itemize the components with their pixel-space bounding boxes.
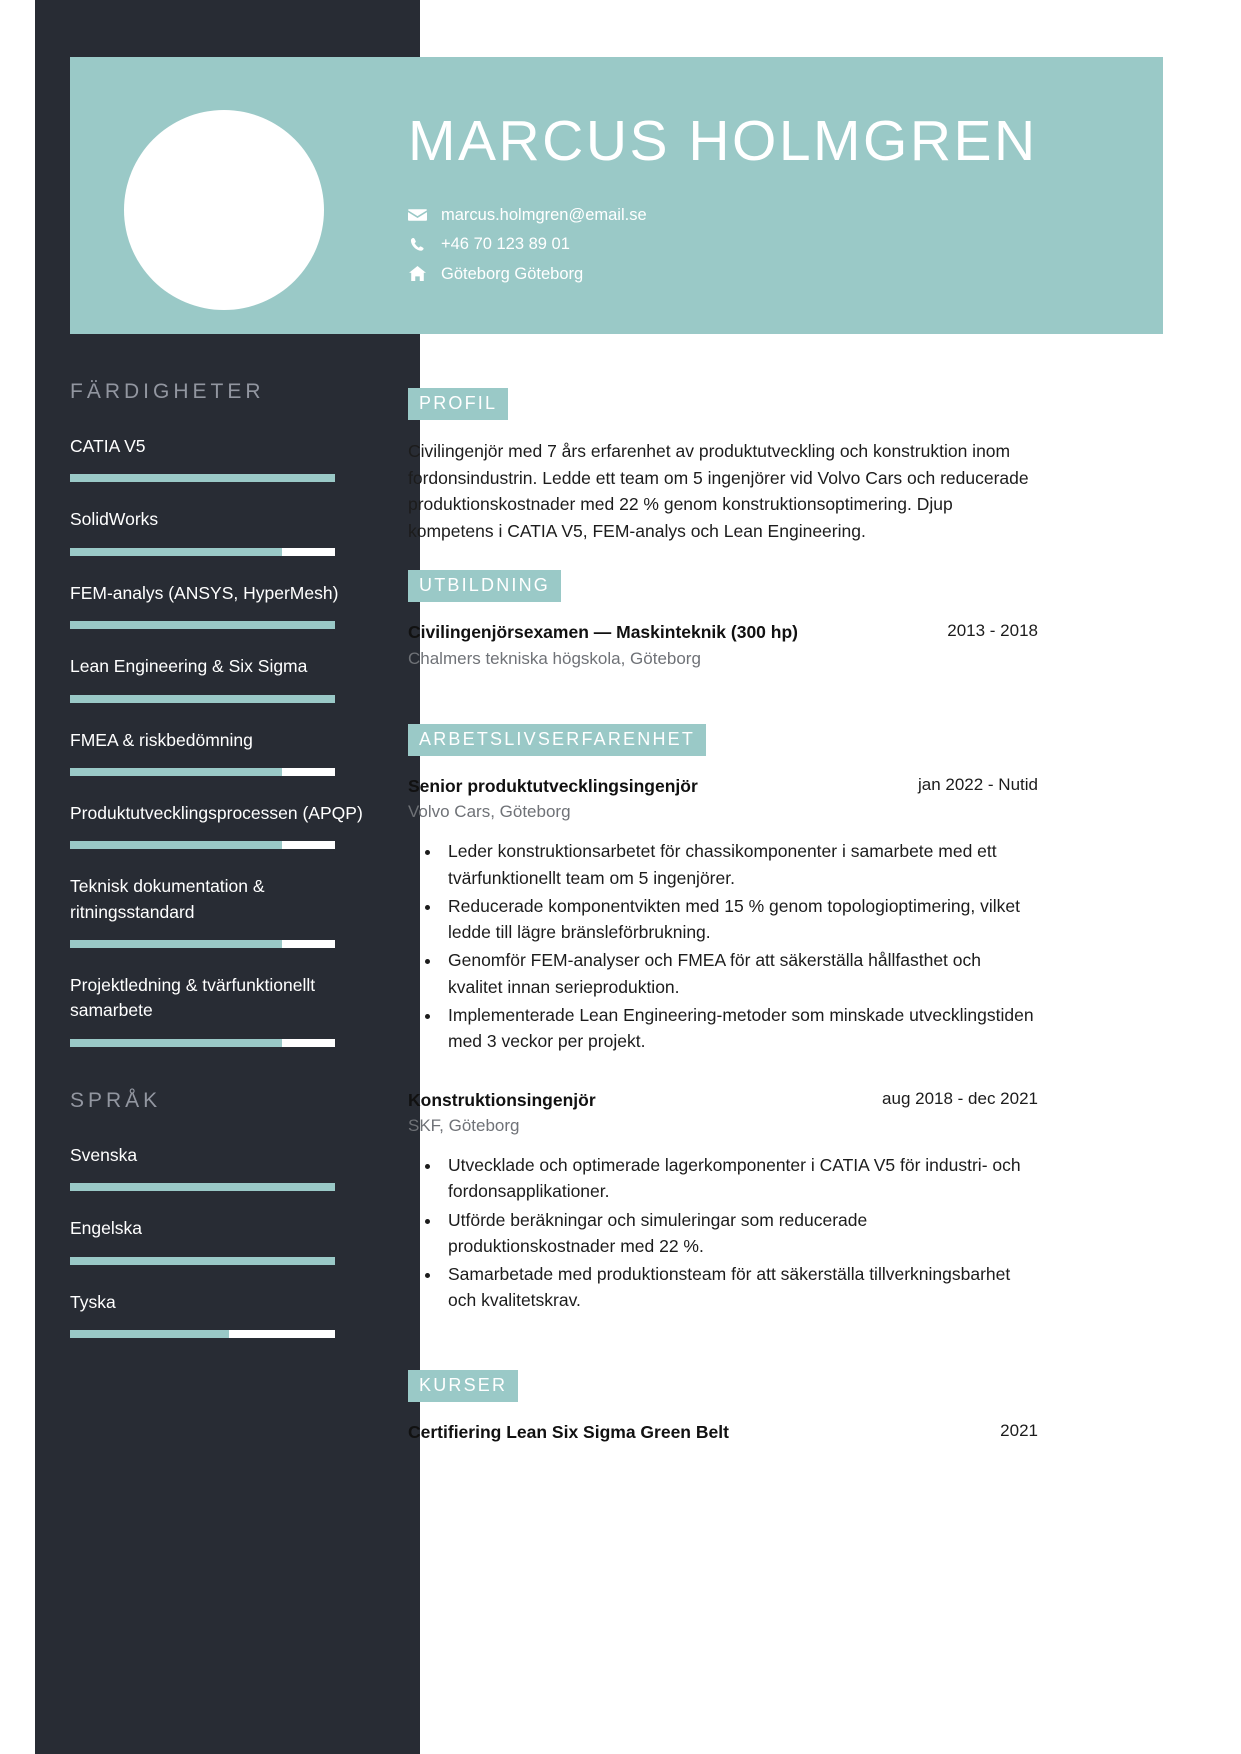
language-item	[70, 1143, 370, 1191]
skill-bar-fill	[70, 695, 335, 703]
skill-label: FEM-analys (ANSYS, HyperMesh)	[70, 582, 339, 603]
entry	[408, 1420, 1038, 1472]
language-bar-fill	[70, 1330, 229, 1338]
skill-item	[70, 434, 370, 482]
skill-bar-fill	[70, 768, 282, 776]
skill-item	[70, 581, 370, 629]
home-icon	[408, 265, 427, 282]
skill-bar-track	[70, 1039, 335, 1047]
contact-email-value: marcus.holmgren@email.se	[441, 205, 647, 224]
skill-bar-fill	[70, 474, 335, 482]
skill-item	[70, 801, 370, 849]
skill-bar-fill	[70, 841, 282, 849]
language-item	[70, 1216, 370, 1264]
entry-date: 2013 - 2018	[947, 621, 1038, 641]
skill-label: Lean Engineering & Six Sigma	[70, 656, 308, 677]
skill-item	[70, 654, 370, 702]
entry-spacer	[408, 670, 1038, 698]
entry-bullet-list	[442, 838, 1038, 1054]
entry-bullet: • Utförde beräkningar och simuleringar som reducerade produktionskostnader med 22 %.	[442, 1207, 1038, 1260]
entry-date: jan 2022 - Nutid	[917, 775, 1038, 795]
language-bar-track	[70, 1183, 335, 1191]
entry	[408, 774, 1038, 1084]
avatar	[124, 110, 324, 310]
entry-subtitle: Chalmers tekniska högskola, Göteborg	[408, 648, 701, 668]
section-title-courses: KURSER	[408, 1370, 518, 1402]
language-label: Tyska	[70, 1291, 116, 1312]
contact-location-value: Göteborg Göteborg	[441, 264, 584, 283]
entry-header	[408, 774, 1038, 798]
education-entries	[408, 620, 1038, 698]
entry-bullet: • Reducerade komponentvikten med 15 % genom topologioptimering, vilket ledde till lägre bränsleförbrukning.	[442, 893, 1038, 946]
experience-entries	[408, 774, 1038, 1343]
skill-bar-track	[70, 695, 335, 703]
skill-bar-fill	[70, 621, 335, 629]
skill-bar-track	[70, 768, 335, 776]
section-courses	[408, 1370, 1038, 1472]
entry	[408, 1088, 1038, 1343]
skills-list	[70, 434, 370, 1047]
entry-title: Certifiering Lean Six Sigma Green Belt	[408, 1421, 729, 1442]
skill-bar-track	[70, 548, 335, 556]
language-item	[70, 1290, 370, 1338]
sidebar	[70, 380, 370, 1363]
header-text-block	[408, 109, 1038, 290]
skill-bar-fill	[70, 1039, 282, 1047]
skill-label: Produktutvecklingsprocessen (APQP)	[70, 802, 363, 823]
entry-bullet: • Implementerade Lean Engineering-metoder som minskade utvecklingstiden med 3 veckor per projekt.	[442, 1002, 1038, 1055]
entry-header	[408, 1420, 1038, 1444]
language-label: Engelska	[70, 1218, 142, 1239]
entry-title: Konstruktionsingenjör	[408, 1090, 596, 1111]
skill-bar-fill	[70, 940, 282, 948]
main-content	[408, 388, 1038, 1498]
language-bar-fill	[70, 1183, 335, 1191]
skill-item	[70, 728, 370, 776]
contact-list	[408, 202, 1028, 287]
skill-label: FMEA & riskbedömning	[70, 729, 253, 750]
skill-bar-track	[70, 841, 335, 849]
entry-date: aug 2018 - dec 2021	[882, 1089, 1038, 1109]
entry-spacer	[408, 1316, 1038, 1344]
envelope-icon	[408, 207, 427, 224]
skill-bar-track	[70, 621, 335, 629]
skill-item	[70, 874, 370, 948]
phone-icon	[408, 236, 427, 253]
language-bar-track	[70, 1257, 335, 1265]
skill-label: CATIA V5	[70, 436, 146, 456]
skill-bar-track	[70, 474, 335, 482]
contact-phone[interactable]	[408, 231, 1028, 257]
profile-summary: Civilingenjör med 7 års erfarenhet av produktutveckling och konstruktion inom fordonsindustrin. Ledde ett team om 5 ingenjörer vid Volvo Cars och reducerade produktionskostnader med 22 % genom konstruktionsoptimering. Djup kompetens i CATIA V5, FEM-analys och Lean Engineering.	[408, 441, 1029, 541]
entry-spacer	[408, 1444, 1038, 1472]
language-bar-track	[70, 1330, 335, 1338]
language-label: Svenska	[70, 1144, 138, 1165]
skill-label: Projektledning & tvärfunktionellt samarbete	[70, 975, 316, 1021]
section-education	[408, 570, 1038, 698]
contact-email[interactable]	[408, 202, 1028, 228]
entry	[408, 620, 1038, 698]
section-experience	[408, 724, 1038, 1343]
skill-bar-fill	[70, 548, 282, 556]
skill-label: Teknisk dokumentation & ritningsstandard	[70, 876, 265, 922]
entry-header	[408, 620, 1038, 644]
entry-bullet: • Samarbetade med produktionsteam för att säkerställa tillverkningsbarhet och kvalitetskrav.	[442, 1261, 1038, 1314]
entry-title: Civilingenjörsexamen — Maskinteknik (300 hp)	[408, 622, 798, 643]
section-title-education: UTBILDNING	[408, 570, 561, 602]
skill-label: SolidWorks	[70, 509, 159, 530]
section-profile	[408, 388, 1038, 544]
entry-spacer	[408, 1056, 1038, 1084]
section-title-experience: ARBETSLIVSERFARENHET	[408, 724, 706, 756]
entry-bullet: • Leder konstruktionsarbetet för chassikomponenter i samarbete med ett tvärfunktionellt team om 5 ingenjörer.	[442, 838, 1038, 891]
entry-subtitle: Volvo Cars, Göteborg	[408, 802, 571, 822]
courses-entries	[408, 1420, 1038, 1472]
languages-heading: SPRÅK	[70, 1088, 162, 1112]
entry-title: Senior produktutvecklingsingenjör	[408, 776, 698, 797]
entry-bullet: • Genomför FEM-analyser och FMEA för att säkerställa hållfasthet och kvalitet innan serieproduktion.	[442, 947, 1038, 1000]
skill-bar-track	[70, 940, 335, 948]
languages-list	[70, 1143, 370, 1338]
skill-item	[70, 507, 370, 555]
entry-header	[408, 1088, 1038, 1112]
contact-location[interactable]	[408, 261, 1028, 287]
language-bar-fill	[70, 1257, 335, 1265]
skill-item	[70, 973, 370, 1047]
page-title: MARCUS HOLMGREN	[408, 109, 1038, 173]
entry-bullet-list	[442, 1152, 1038, 1314]
entry-date: 2021	[1000, 1420, 1038, 1440]
entry-bullet: • Utvecklade och optimerade lagerkomponenter i CATIA V5 för industri- och fordonsapplikationer.	[442, 1152, 1038, 1205]
entry-subtitle: SKF, Göteborg	[408, 1116, 520, 1136]
skills-heading: FÄRDIGHETER	[70, 380, 265, 403]
section-title-profile: PROFIL	[408, 388, 508, 420]
contact-phone-value: +46 70 123 89 01	[441, 235, 570, 254]
